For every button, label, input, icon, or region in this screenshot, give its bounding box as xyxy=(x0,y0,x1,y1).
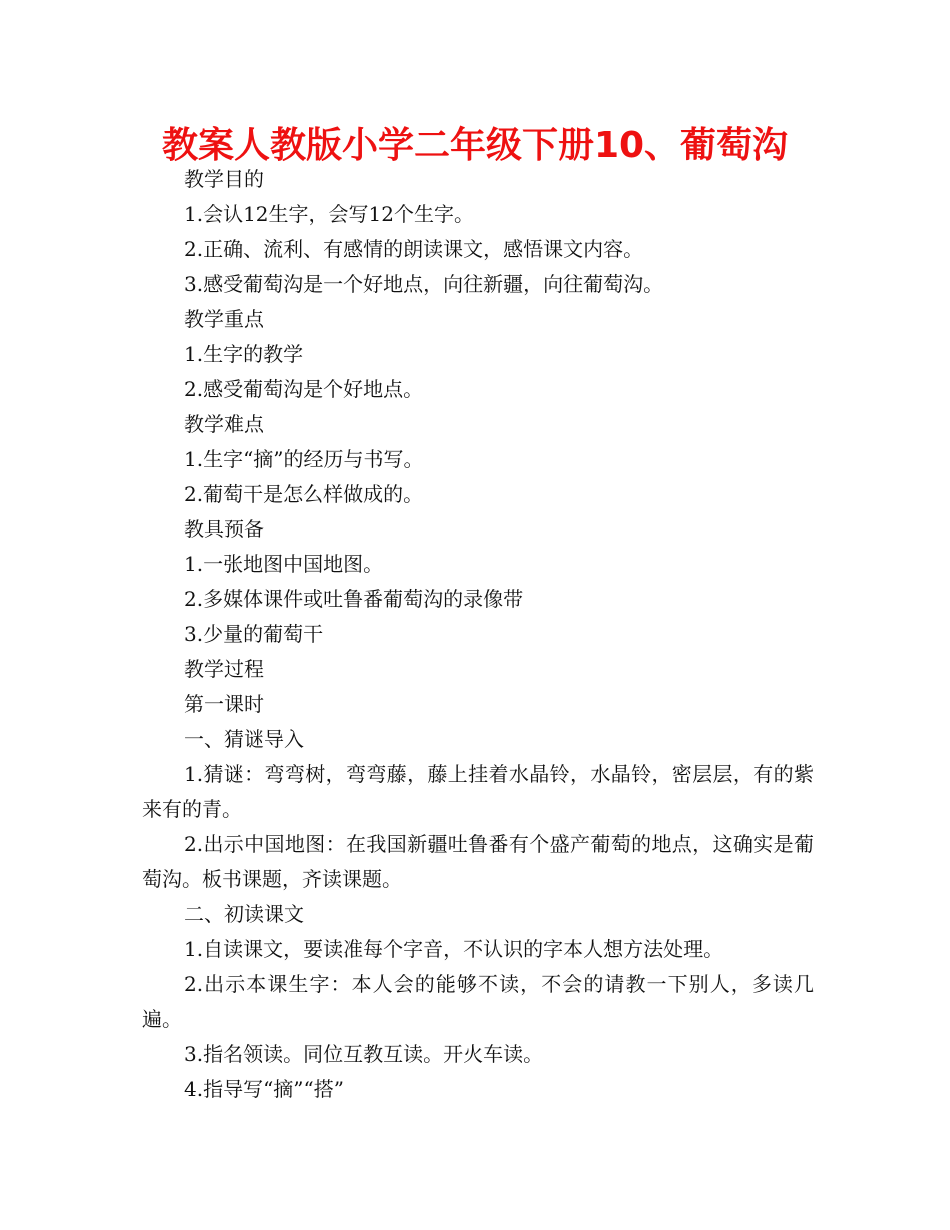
text-line: 2.葡萄干是怎么样做成的。 xyxy=(184,482,424,506)
text-line: 2.感受葡萄沟是个好地点。 xyxy=(184,377,424,401)
text-line: 4.指导写“摘”“搭” xyxy=(184,1077,344,1101)
paragraph: 2.出示中国地图：在我国新疆吐鲁番有个盛产葡萄的地点，这确实是葡萄沟。板书课题，齐读课题。 xyxy=(142,832,814,891)
text-line: 3.感受葡萄沟是一个好地点，向往新疆，向往葡萄沟。 xyxy=(184,272,664,296)
text-line: 3.指名领读。同位互教互读。开火车读。 xyxy=(184,1042,544,1066)
document-title: 教案人教版小学二年级下册10、葡萄沟 xyxy=(161,125,789,166)
paragraph: 1.猜谜：弯弯树，弯弯藤，藤上挂着水晶铃，水晶铃，密层层，有的紫来有的青。 xyxy=(142,762,814,821)
section-heading-key-points: 教学重点 xyxy=(184,307,264,331)
text-line: 2.多媒体课件或吐鲁番葡萄沟的录像带 xyxy=(184,587,524,611)
text-line: 1.生字“摘”的经历与书写。 xyxy=(184,447,424,471)
text-line: 1.一张地图中国地图。 xyxy=(184,552,384,576)
section-heading-difficulties: 教学难点 xyxy=(184,412,264,436)
document-body xyxy=(142,162,814,1107)
paragraph: 2.出示本课生字：本人会的能够不读，不会的请教一下别人，多读几遍。 xyxy=(142,972,814,1031)
section-heading-materials: 教具预备 xyxy=(184,517,264,541)
text-line: 2.正确、流利、有感情的朗读课文，感悟课文内容。 xyxy=(184,237,644,261)
text-line: 1.自读课文，要读准每个字音，不认识的字本人想方法处理。 xyxy=(184,937,724,961)
text-line: 1.生字的教学 xyxy=(184,342,304,366)
step-heading: 二、初读课文 xyxy=(184,902,304,926)
text-line: 1.会认12生字，会写12个生字。 xyxy=(184,202,474,226)
section-heading-process: 教学过程 xyxy=(184,657,264,681)
lesson-period-heading: 第一课时 xyxy=(184,692,264,716)
section-heading-objectives: 教学目的 xyxy=(184,167,264,191)
step-heading: 一、猜谜导入 xyxy=(184,727,304,751)
text-line: 3.少量的葡萄干 xyxy=(184,622,324,646)
